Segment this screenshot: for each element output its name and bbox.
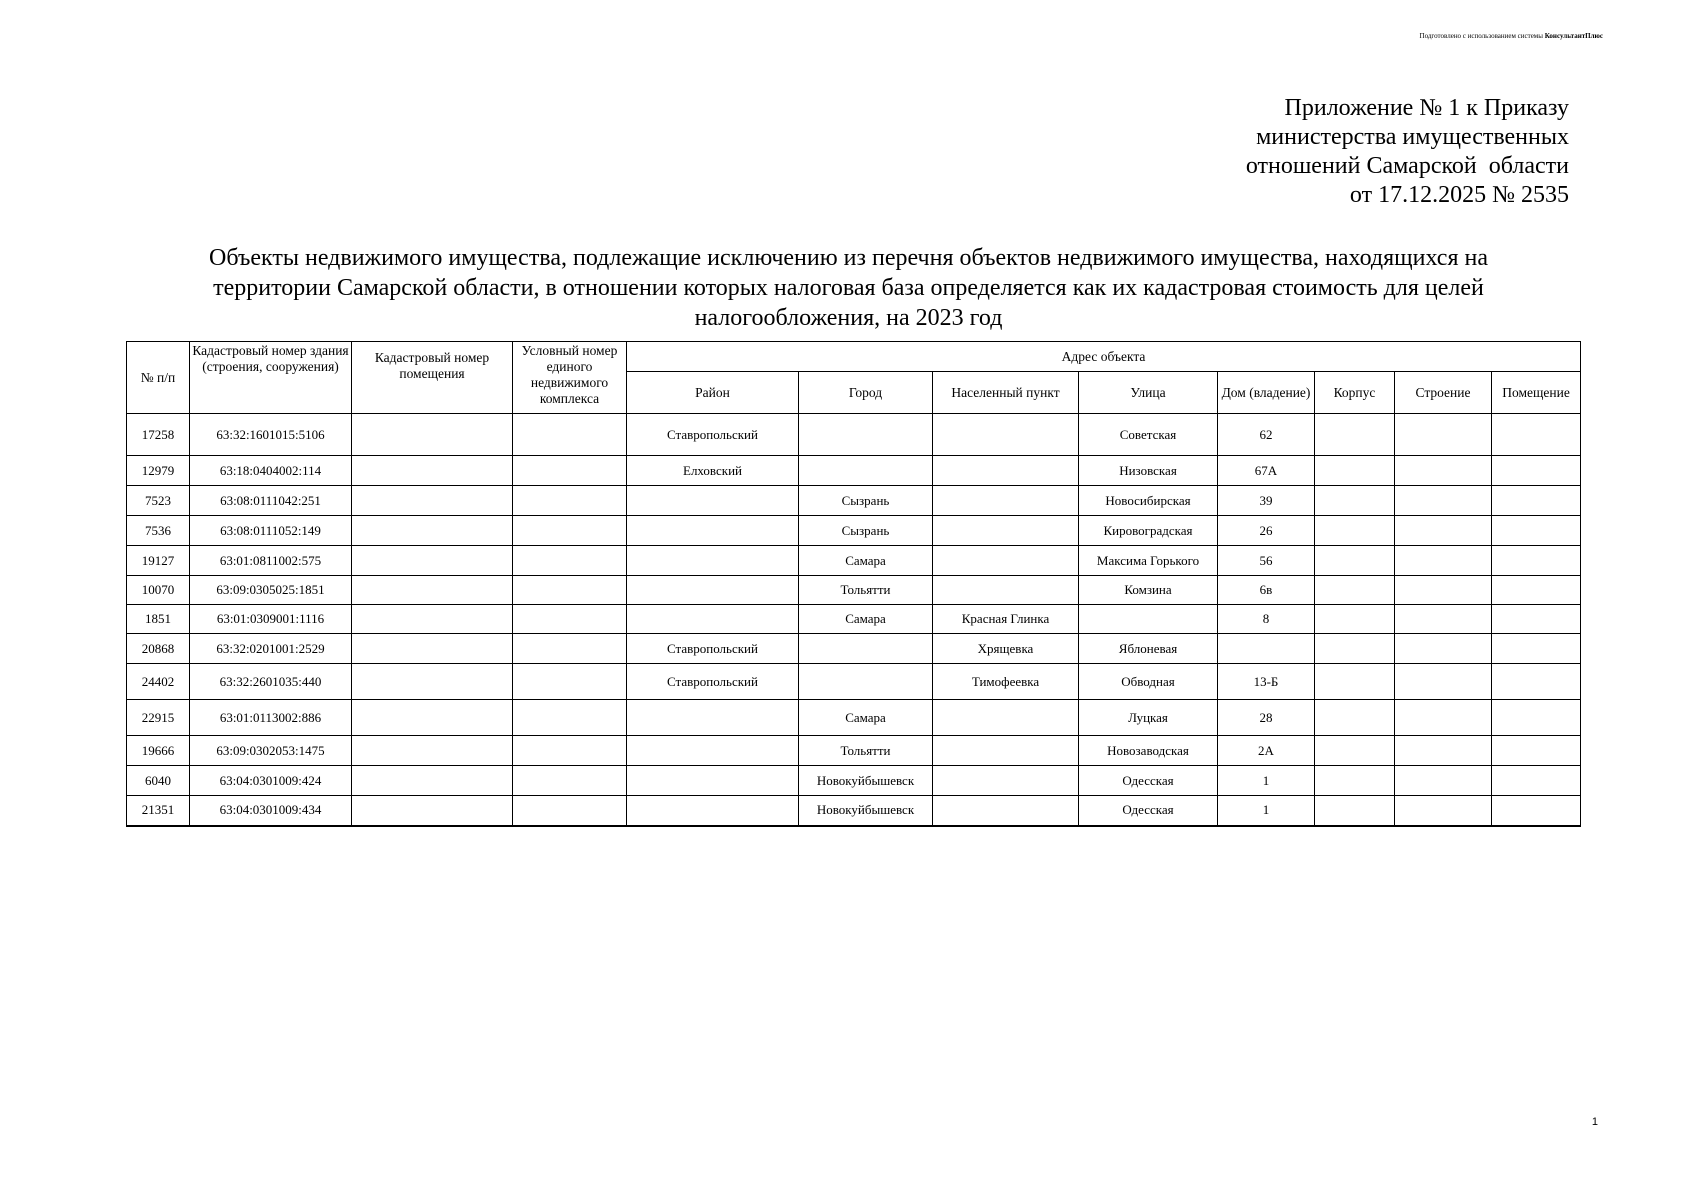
appendix-line-1: Приложение № 1 к Приказу xyxy=(1284,95,1569,121)
cell-street: Обводная xyxy=(1079,664,1218,700)
cell-settlement: Тимофеевка xyxy=(933,664,1079,700)
cell-structure xyxy=(1395,634,1492,664)
cell-premises xyxy=(1492,736,1581,766)
cell-city xyxy=(799,634,933,664)
cell-settlement xyxy=(933,736,1079,766)
cell-building: 63:01:0113002:886 xyxy=(190,700,352,736)
cell-district: Ставропольский xyxy=(627,414,799,456)
header-korpus: Корпус xyxy=(1315,372,1395,414)
cell-house: 8 xyxy=(1218,605,1315,634)
cell-korpus xyxy=(1315,456,1395,486)
cell-korpus xyxy=(1315,766,1395,796)
cell-city: Самара xyxy=(799,700,933,736)
cell-city: Тольятти xyxy=(799,736,933,766)
cell-district xyxy=(627,700,799,736)
cell-house: 6в xyxy=(1218,576,1315,605)
cell-building: 63:32:2601035:440 xyxy=(190,664,352,700)
table-row xyxy=(127,576,1581,605)
cell-room xyxy=(352,605,513,634)
cell-district: Ставропольский xyxy=(627,634,799,664)
cell-street: Низовская xyxy=(1079,456,1218,486)
cell-house: 2А xyxy=(1218,736,1315,766)
table-row xyxy=(127,414,1581,456)
header-district: Район xyxy=(627,372,799,414)
cell-premises xyxy=(1492,516,1581,546)
cell-num: 20868 xyxy=(127,634,190,664)
table-body xyxy=(127,414,1581,826)
cell-city: Самара xyxy=(799,546,933,576)
cell-city: Сызрань xyxy=(799,486,933,516)
cell-settlement xyxy=(933,516,1079,546)
cell-structure xyxy=(1395,456,1492,486)
cell-street: Яблоневая xyxy=(1079,634,1218,664)
cell-premises xyxy=(1492,605,1581,634)
cell-num: 10070 xyxy=(127,576,190,605)
appendix-line-4: от 17.12.2025 № 2535 xyxy=(1349,182,1569,208)
cell-num: 7523 xyxy=(127,486,190,516)
header-premises: Помещение xyxy=(1492,372,1581,414)
cell-city xyxy=(799,456,933,486)
header-complex-number: Условный номер единого недвижимого комплекса xyxy=(513,342,627,414)
cell-premises xyxy=(1492,700,1581,736)
cell-complex xyxy=(513,766,627,796)
table-row xyxy=(127,736,1581,766)
cell-complex xyxy=(513,736,627,766)
title-line-1: Объекты недвижимого имущества, подлежащие исключению из перечня объектов недвижимого имущества, находящихся на xyxy=(209,245,1488,271)
cell-korpus xyxy=(1315,700,1395,736)
cell-street: Комзина xyxy=(1079,576,1218,605)
cell-structure xyxy=(1395,576,1492,605)
title-line-3: налогообложения, на 2023 год xyxy=(694,305,1003,331)
cell-street xyxy=(1079,605,1218,634)
cell-house: 67А xyxy=(1218,456,1315,486)
cell-structure xyxy=(1395,736,1492,766)
cell-settlement xyxy=(933,456,1079,486)
cell-room xyxy=(352,414,513,456)
cell-room xyxy=(352,576,513,605)
cell-complex xyxy=(513,456,627,486)
cell-district: Елховский xyxy=(627,456,799,486)
cell-complex xyxy=(513,414,627,456)
cell-korpus xyxy=(1315,634,1395,664)
property-table xyxy=(126,341,1581,827)
cell-room xyxy=(352,486,513,516)
header-building-cadastral: Кадастровый номер здания (строения, сооружения) xyxy=(190,342,352,414)
cell-complex xyxy=(513,634,627,664)
appendix-line-3: отношений Самарской области xyxy=(1245,153,1569,179)
document-title xyxy=(140,243,1557,333)
header-structure: Строение xyxy=(1395,372,1492,414)
cell-premises xyxy=(1492,456,1581,486)
cell-korpus xyxy=(1315,605,1395,634)
cell-house: 56 xyxy=(1218,546,1315,576)
cell-building: 63:18:0404002:114 xyxy=(190,456,352,486)
cell-num: 19127 xyxy=(127,546,190,576)
cell-structure xyxy=(1395,516,1492,546)
cell-settlement: Хрящевка xyxy=(933,634,1079,664)
cell-korpus xyxy=(1315,516,1395,546)
cell-settlement xyxy=(933,486,1079,516)
cell-city: Тольятти xyxy=(799,576,933,605)
cell-korpus xyxy=(1315,414,1395,456)
cell-korpus xyxy=(1315,664,1395,700)
cell-street: Луцкая xyxy=(1079,700,1218,736)
cell-street: Новосибирская xyxy=(1079,486,1218,516)
cell-complex xyxy=(513,516,627,546)
cell-city: Новокуйбышевск xyxy=(799,796,933,826)
cell-district xyxy=(627,516,799,546)
cell-room xyxy=(352,796,513,826)
cell-city: Самара xyxy=(799,605,933,634)
cell-room xyxy=(352,766,513,796)
cell-street: Одесская xyxy=(1079,796,1218,826)
cell-korpus xyxy=(1315,736,1395,766)
cell-structure xyxy=(1395,766,1492,796)
cell-street: Советская xyxy=(1079,414,1218,456)
appendix-header xyxy=(1246,94,1569,210)
cell-street: Новозаводская xyxy=(1079,736,1218,766)
cell-num: 6040 xyxy=(127,766,190,796)
watermark-brand: КонсультантПлюс xyxy=(1544,32,1603,40)
cell-structure xyxy=(1395,664,1492,700)
cell-room xyxy=(352,664,513,700)
cell-house: 1 xyxy=(1218,766,1315,796)
cell-district xyxy=(627,766,799,796)
cell-house xyxy=(1218,634,1315,664)
cell-building: 63:01:0309001:1116 xyxy=(190,605,352,634)
table-row xyxy=(127,516,1581,546)
cell-settlement xyxy=(933,576,1079,605)
cell-structure xyxy=(1395,414,1492,456)
cell-settlement xyxy=(933,700,1079,736)
header-num: № п/п xyxy=(127,342,190,414)
cell-building: 63:08:0111052:149 xyxy=(190,516,352,546)
table-row xyxy=(127,796,1581,826)
cell-structure xyxy=(1395,486,1492,516)
table-row xyxy=(127,486,1581,516)
cell-house: 28 xyxy=(1218,700,1315,736)
table-row xyxy=(127,664,1581,700)
cell-building: 63:04:0301009:434 xyxy=(190,796,352,826)
cell-city xyxy=(799,664,933,700)
cell-house: 62 xyxy=(1218,414,1315,456)
cell-premises xyxy=(1492,414,1581,456)
cell-building: 63:04:0301009:424 xyxy=(190,766,352,796)
cell-premises xyxy=(1492,576,1581,605)
header-city: Город xyxy=(799,372,933,414)
cell-complex xyxy=(513,700,627,736)
cell-street: Максима Горького xyxy=(1079,546,1218,576)
header-room-cadastral: Кадастровый номер помещения xyxy=(352,342,513,414)
cell-house: 1 xyxy=(1218,796,1315,826)
header-address: Адрес объекта xyxy=(627,342,1581,372)
cell-num: 1851 xyxy=(127,605,190,634)
cell-korpus xyxy=(1315,546,1395,576)
cell-premises xyxy=(1492,766,1581,796)
cell-num: 22915 xyxy=(127,700,190,736)
table-row xyxy=(127,605,1581,634)
appendix-line-2: министерства имущественных xyxy=(1256,124,1569,150)
page-number: 1 xyxy=(1591,1116,1598,1128)
cell-structure xyxy=(1395,546,1492,576)
cell-district xyxy=(627,736,799,766)
cell-house: 39 xyxy=(1218,486,1315,516)
cell-korpus xyxy=(1315,796,1395,826)
cell-num: 17258 xyxy=(127,414,190,456)
watermark-prefix: Подготовлено с использованием системы xyxy=(1419,32,1543,40)
cell-settlement xyxy=(933,766,1079,796)
cell-premises xyxy=(1492,486,1581,516)
cell-num: 7536 xyxy=(127,516,190,546)
table-row xyxy=(127,456,1581,486)
cell-settlement xyxy=(933,414,1079,456)
cell-num: 24402 xyxy=(127,664,190,700)
cell-building: 63:09:0305025:1851 xyxy=(190,576,352,605)
cell-building: 63:32:0201001:2529 xyxy=(190,634,352,664)
cell-street: Кировоградская xyxy=(1079,516,1218,546)
cell-room xyxy=(352,634,513,664)
cell-complex xyxy=(513,664,627,700)
cell-room xyxy=(352,700,513,736)
cell-korpus xyxy=(1315,486,1395,516)
cell-city: Новокуйбышевск xyxy=(799,766,933,796)
cell-settlement xyxy=(933,796,1079,826)
cell-room xyxy=(352,546,513,576)
cell-house: 26 xyxy=(1218,516,1315,546)
table-row xyxy=(127,634,1581,664)
cell-city xyxy=(799,414,933,456)
header-street: Улица xyxy=(1079,372,1218,414)
table-row xyxy=(127,766,1581,796)
cell-room xyxy=(352,736,513,766)
cell-settlement xyxy=(933,546,1079,576)
table-row xyxy=(127,700,1581,736)
header-settlement: Населенный пункт xyxy=(933,372,1079,414)
cell-complex xyxy=(513,796,627,826)
cell-premises xyxy=(1492,664,1581,700)
cell-premises xyxy=(1492,634,1581,664)
cell-complex xyxy=(513,605,627,634)
cell-korpus xyxy=(1315,576,1395,605)
cell-complex xyxy=(513,546,627,576)
cell-structure xyxy=(1395,796,1492,826)
cell-district xyxy=(627,546,799,576)
cell-structure xyxy=(1395,605,1492,634)
cell-building: 63:01:0811002:575 xyxy=(190,546,352,576)
title-line-2: территории Самарской области, в отношении которых налоговая база определяется как их кадастровая стоимость для целей xyxy=(213,275,1484,301)
cell-building: 63:32:1601015:5106 xyxy=(190,414,352,456)
consultant-watermark xyxy=(1420,32,1603,40)
cell-building: 63:08:0111042:251 xyxy=(190,486,352,516)
cell-street: Одесская xyxy=(1079,766,1218,796)
cell-district: Ставропольский xyxy=(627,664,799,700)
cell-settlement: Красная Глинка xyxy=(933,605,1079,634)
cell-premises xyxy=(1492,796,1581,826)
header-house: Дом (владение) xyxy=(1218,372,1315,414)
cell-num: 19666 xyxy=(127,736,190,766)
cell-district xyxy=(627,796,799,826)
cell-premises xyxy=(1492,546,1581,576)
cell-district xyxy=(627,576,799,605)
cell-room xyxy=(352,456,513,486)
cell-complex xyxy=(513,576,627,605)
cell-structure xyxy=(1395,700,1492,736)
cell-num: 21351 xyxy=(127,796,190,826)
cell-building: 63:09:0302053:1475 xyxy=(190,736,352,766)
cell-room xyxy=(352,516,513,546)
cell-complex xyxy=(513,486,627,516)
cell-house: 13-Б xyxy=(1218,664,1315,700)
cell-district xyxy=(627,486,799,516)
cell-num: 12979 xyxy=(127,456,190,486)
cell-city: Сызрань xyxy=(799,516,933,546)
cell-district xyxy=(627,605,799,634)
table-row xyxy=(127,546,1581,576)
